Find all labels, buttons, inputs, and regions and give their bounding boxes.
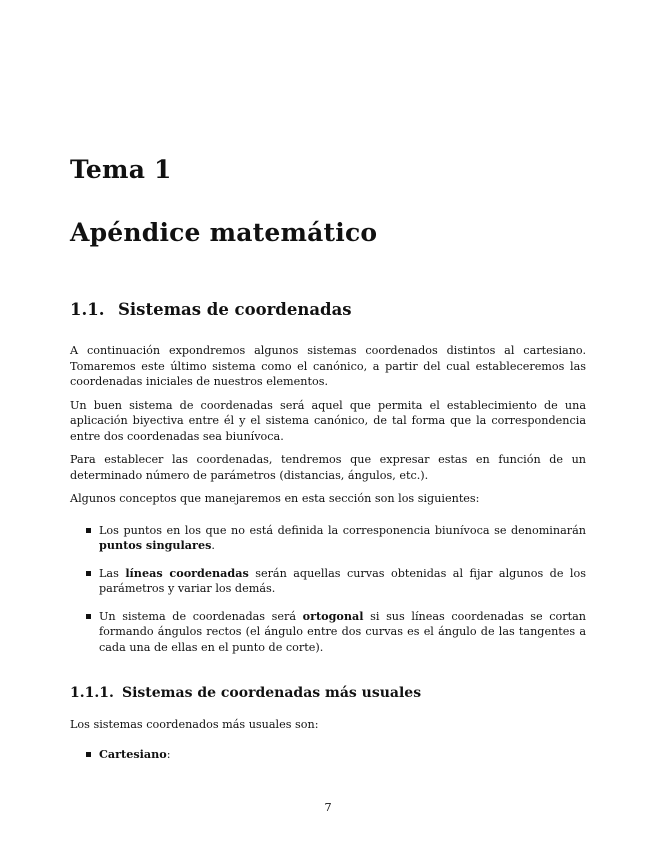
page-number: 7 [324,801,332,814]
paragraph-1: A continuación expondremos algunos sistemas coordenados distintos al cartesiano. Tomaremos este último sistema como el canónico, a partir del cual estableceremos las coordenadas iniciales de nuestros elementos. [70,344,586,388]
list-item-text: si sus líneas coordenadas se cortan formando ángulos rectos (el ángulo entre dos curvas es el ángulo de las tangentes a cada una de ellas en el punto de corte). [99,609,586,654]
section-heading [70,300,352,319]
paragraph-3: Para establecer las coordenadas, tendremos que expresar estas en función de un determinado número de parámetros (distancias, ángulos, etc.). [70,453,586,482]
list-item-text: serán aquellas curvas obtenidas al fijar algunos de los parámetros y variar los demás. [99,566,586,595]
section-body [70,343,586,774]
chapter-label: Tema 1 [70,155,172,184]
list-item [86,523,586,554]
chapter-title: Apéndice matemático [70,218,378,247]
bullet-square-icon [86,571,91,576]
list-item-text: . [211,539,215,552]
list-item-term: Cartesiano [99,746,167,761]
list-item-term: puntos singulares [99,538,212,552]
list-item-text: Un sistema de coordenadas será [99,609,303,623]
list-item-text: Las [99,566,126,580]
list-item [86,747,586,763]
list-item-text: : [166,747,171,761]
list-item [86,566,586,597]
subsection-heading [70,685,586,701]
section-number: 1.1. [70,300,105,319]
subsection-intro: Los sistemas coordenados más usuales son: [70,718,319,731]
list-item-text: Los puntos en los que no está definida la corresponencia biunívoca se denominarán [99,523,586,537]
subsection-title: Sistemas de coordenadas más usuales [122,685,422,701]
paragraph-2: Un buen sistema de coordenadas será aquel que permita el establecimiento de una aplicación biyectiva entre él y el sistema canónico, de tal forma que la correspondencia entre dos coordenadas sea biunívoca. [70,398,586,443]
section-title: Sistemas de coordenadas [118,300,352,319]
subsection-number: 1.1.1. [70,685,114,701]
list-item-term: líneas coordenadas [125,565,249,580]
document-page [70,0,586,848]
bullet-square-icon [86,752,91,757]
bullet-square-icon [86,614,91,619]
systems-list [70,747,586,763]
concepts-list [70,523,586,656]
list-item-term: ortogonal [302,608,364,623]
bullet-square-icon [86,528,91,533]
paragraph-4: Algunos conceptos que manejaremos en esta sección son los siguientes: [70,492,480,505]
list-item [86,609,586,656]
